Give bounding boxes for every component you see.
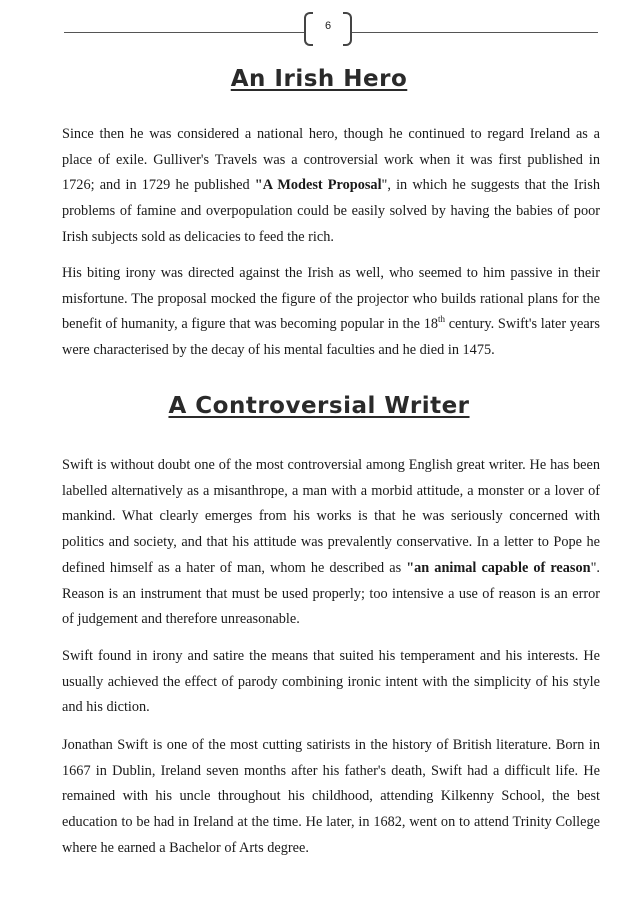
paragraph-1: [62, 122, 600, 251]
bracket-right-icon: [343, 12, 352, 46]
paragraph-2-text-b: century. Swift's later years were characterised by the decay of his mental faculties and he died in 1475.: [62, 316, 600, 359]
section-title-controversial-writer: A Controversial Writer: [168, 393, 470, 419]
paragraph-3-text-b: ". Reason is an instrument that must be used properly; too intensive a use of reason is an error of judgement and therefore unreasonable.: [62, 559, 600, 628]
header-rule-right: [352, 32, 598, 33]
paragraph-4: Swift found in irony and satire the means that suited his temperament and his interests. He usually achieved the effect of parody combining ironic intent with the simplicity of his style and his diction.: [62, 648, 600, 716]
paragraph-1-text-b: ", in which he suggests that the Irish problems of famine and overpopulation could be easily solved by having the babies of poor Irish subjects sold as delicacies to feed the rich.: [62, 177, 600, 245]
paragraph-3-bold: "an animal capable of reason: [406, 559, 591, 576]
paragraph-2-text-a: His biting irony was directed against the Irish as well, who seemed to him passive in their misfortune. The proposal mocked the figure of the projector who builds rational plans for the benefit of humanity, a figure that was becoming popular in the 18: [62, 265, 600, 333]
paragraph-1-bold: "A Modest Proposal: [254, 177, 382, 194]
paragraph-3: [62, 453, 600, 633]
paragraph-5: Jonathan Swift is one of the most cutting satirists in the history of British literature. Born in 1667 in Dublin, Ireland seven months after his father's death, Swift had a difficult life. He remained with his uncle throughout his childhood, attending Kilkenny School, the best education to be had in Ireland at the time. He later, in 1682, went on to attend Trinity College where he earned a Bachelor of Arts degree.: [62, 737, 600, 856]
paragraph-2-superscript: th: [438, 314, 446, 325]
page-number: 6: [324, 20, 332, 32]
page-header: [0, 0, 638, 50]
paragraph-1-text-a: Since then he was considered a national hero, though he continued to regard Ireland as a place of exile. Gulliver's Travels was a controversial work when it was first published in 1726; and in 1729 he published: [62, 126, 600, 194]
page-number-badge: [304, 12, 352, 44]
header-rule-left: [64, 32, 304, 33]
paragraph-2: [62, 261, 600, 364]
section-title-irish-hero: An Irish Hero: [230, 66, 408, 92]
paragraph-3-text-a: Swift is without doubt one of the most controversial among English great writer. He has been labelled alternatively as a misanthrope, a man with a morbid attitude, a monster or a lover of mankind. What clearly emerges from his works is that he was seriously concerned with politics and society, and that his attitude was prevalently conservative. In a letter to Pope he defined himself as a hater of man, whom he described as: [62, 457, 600, 576]
